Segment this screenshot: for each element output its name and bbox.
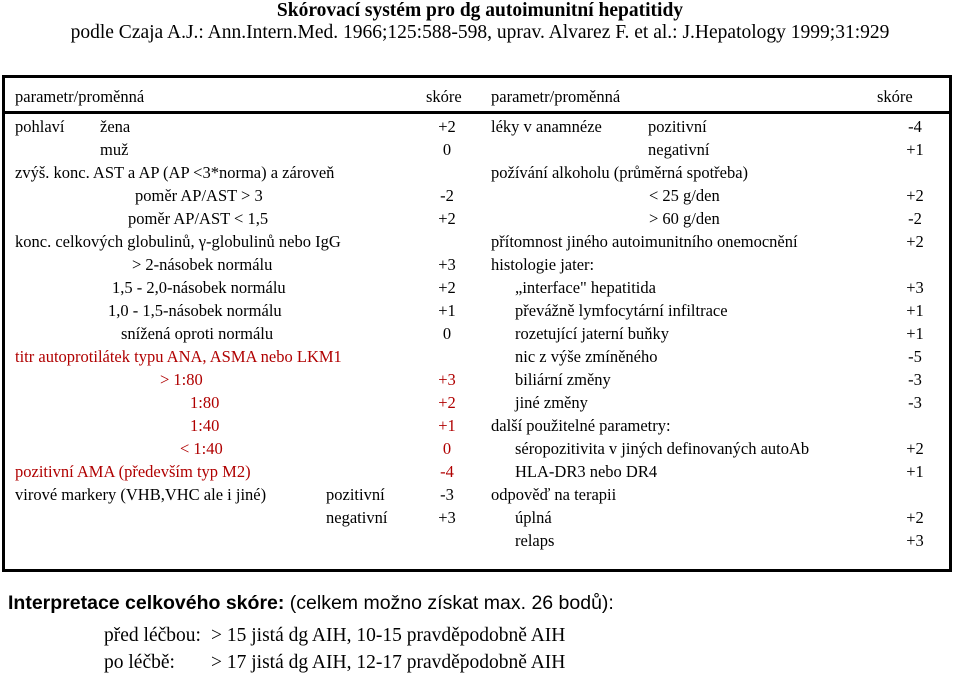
titer-row: < 1:40 — [180, 439, 223, 458]
score-table — [2, 75, 952, 572]
histology-label: histologie jater: — [491, 255, 595, 274]
sex-female: žena — [100, 117, 131, 136]
drugs-negative: negativní — [648, 140, 710, 159]
score-cell: -3 — [908, 393, 922, 412]
interpretation-heading-line — [8, 592, 614, 615]
score-cell: +2 — [438, 278, 456, 297]
ast-label: zvýš. konc. AST a AP (AP <3*norma) a zároveň — [15, 163, 335, 182]
score-cell: -5 — [908, 347, 922, 366]
score-cell: +1 — [906, 140, 924, 159]
score-cell: +2 — [438, 117, 456, 136]
ast-ratio-low: poměr AP/AST < 1,5 — [128, 209, 269, 228]
score-cell: -4 — [908, 117, 922, 136]
histology-row: jiné změny — [515, 393, 588, 412]
titer-row: > 1:80 — [160, 370, 203, 389]
therapy-row: relaps — [515, 531, 555, 550]
header-right-score: skóre — [877, 87, 913, 106]
histology-row: biliární změny — [515, 370, 611, 389]
viral-markers-label: virové markery (VHB,VHC ale i jiné) — [15, 485, 267, 504]
other-params-label: další použitelné parametry: — [491, 416, 671, 435]
titer-row: 1:80 — [190, 393, 220, 412]
score-cell: +3 — [438, 255, 456, 274]
alcohol-high: > 60 g/den — [649, 209, 720, 228]
score-cell: +2 — [438, 393, 456, 412]
score-cell: -3 — [908, 370, 922, 389]
score-cell: -2 — [440, 186, 454, 205]
alcohol-label: požívání alkoholu (průměrná spotřeba) — [491, 163, 749, 182]
globulin-label: konc. celkových globulinů, γ-globulinů nebo IgG — [15, 232, 341, 251]
score-cell: +3 — [438, 508, 456, 527]
globulin-row: > 2-násobek normálu — [132, 255, 273, 274]
interpretation-note: (celkem možno získat max. 26 bodů): — [284, 592, 614, 614]
score-cell: 0 — [442, 140, 452, 159]
before-treatment-label: před léčbou: — [104, 625, 201, 646]
drugs-label: léky v anamnéze — [491, 117, 602, 136]
globulin-row: snížená oproti normálu — [121, 324, 274, 343]
therapy-row: úplná — [515, 508, 552, 527]
header-separator — [5, 111, 949, 114]
score-cell: +2 — [906, 508, 924, 527]
score-cell: +3 — [906, 278, 924, 297]
header-right-param: parametr/proměnná — [491, 87, 621, 106]
score-cell: +1 — [438, 416, 456, 435]
sex-label: pohlaví — [15, 117, 65, 136]
other-params-row: séropozitivita v jiných definovaných autoAb — [515, 439, 810, 458]
ama-label: pozitivní AMA (především typ M2) — [15, 462, 251, 481]
score-cell: +1 — [906, 462, 924, 481]
before-treatment-text: > 15 jistá dg AIH, 10-15 pravděpodobně AIH — [211, 625, 566, 646]
score-cell: -4 — [440, 462, 454, 481]
histology-row: „interface" hepatitida — [515, 278, 656, 297]
after-treatment-text: > 17 jistá dg AIH, 12-17 pravděpodobně AIH — [211, 652, 566, 673]
score-cell: +1 — [906, 301, 924, 320]
other-params-row: HLA-DR3 nebo DR4 — [515, 462, 658, 481]
viral-positive: pozitivní — [326, 485, 385, 504]
drugs-positive: pozitivní — [648, 117, 707, 136]
alcohol-low: < 25 g/den — [649, 186, 720, 205]
interpretation-heading: Interpretace celkového skóre: — [8, 592, 285, 614]
score-cell: +2 — [906, 232, 924, 251]
score-cell: +2 — [438, 209, 456, 228]
page-title: Skórovací systém pro dg autoimunitní hepatitidy — [276, 0, 684, 21]
globulin-row: 1,5 - 2,0-násobek normálu — [112, 278, 286, 297]
histology-row: rozetující jaterní buňky — [515, 324, 669, 343]
header-left-score: skóre — [426, 87, 462, 106]
score-cell: +1 — [438, 301, 456, 320]
viral-negative: negativní — [326, 508, 388, 527]
score-cell: +2 — [906, 439, 924, 458]
after-treatment-label: po léčbě: — [104, 652, 175, 673]
ast-ratio-high: poměr AP/AST > 3 — [135, 186, 263, 205]
score-cell: -3 — [440, 485, 454, 504]
score-cell: +1 — [906, 324, 924, 343]
score-cell: +3 — [438, 370, 456, 389]
header-left-param: parametr/proměnná — [15, 87, 145, 106]
score-cell: 0 — [442, 324, 452, 343]
score-cell: +2 — [906, 186, 924, 205]
titer-row: 1:40 — [190, 416, 220, 435]
score-cell: +3 — [906, 531, 924, 550]
autoimmune-label: přítomnost jiného autoimunitního onemocnění — [491, 232, 798, 251]
page-subtitle: podle Czaja A.J.: Ann.Intern.Med. 1966;125:588-598, uprav. Alvarez F. et al.: J.Hepatology 1999;31:929 — [70, 22, 890, 43]
score-cell: 0 — [442, 439, 452, 458]
histology-row: převážně lymfocytární infiltrace — [515, 301, 728, 320]
sex-male: muž — [100, 140, 129, 159]
therapy-response-label: odpověď na terapii — [491, 485, 617, 504]
globulin-row: 1,0 - 1,5-násobek normálu — [108, 301, 282, 320]
score-cell: -2 — [908, 209, 922, 228]
antibody-titer-label: titr autoprotilátek typu ANA, ASMA nebo LKM1 — [15, 347, 342, 366]
histology-row: nic z výše zmíněného — [515, 347, 658, 366]
